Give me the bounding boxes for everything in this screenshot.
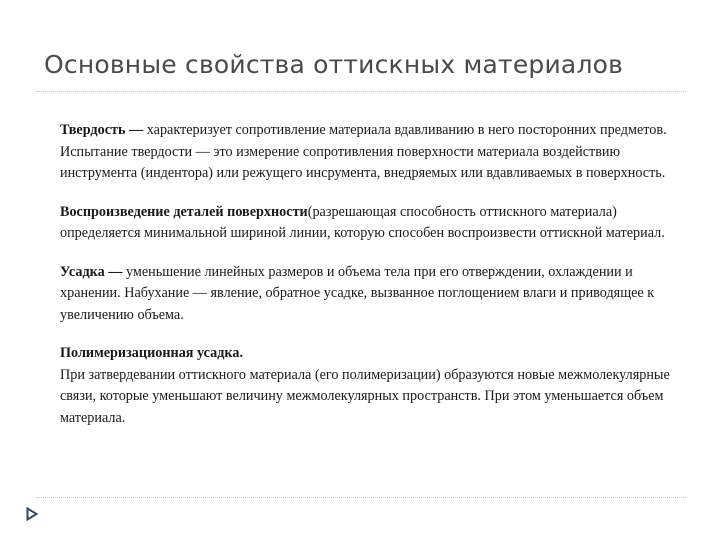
text-surface-detail: (разрешающая способность оттискного материала) определяется минимальной шириной линии, которую способен воспроизвести оттискной материал. — [60, 203, 665, 241]
paragraph-shrinkage — [60, 262, 675, 327]
slide-content — [60, 120, 675, 446]
triangle-right-outline-icon — [26, 507, 38, 526]
text-hardness: характеризует сопротивление материала вдавливанию в него посторонних предметов. Испытание твердости — это измерение сопротивления поверхности материала воздействию инструмента (индентора) или режущего инсрумента, внедряемых или вдавливаемых в поверхность. — [60, 122, 667, 181]
title-divider — [36, 91, 686, 92]
paragraph-polymerization-shrinkage — [60, 343, 675, 429]
term-polymerization-shrinkage: Полимеризационная усадка. — [60, 345, 244, 361]
term-surface-detail: Воспроизведение деталей поверхности — [60, 203, 308, 220]
paragraph-surface-detail — [60, 202, 675, 245]
term-shrinkage: Усадка — — [60, 263, 123, 280]
text-polymerization-shrinkage: При затвердевании оттискного материала (его полимеризации) образуются новые межмолекулярные связи, которые уменьшают величину межмолекулярных пространств. При этом уменьшается объем материала. — [60, 366, 670, 426]
text-shrinkage: уменьшение линейных размеров и объема тела при его отверждении, охлаждении и хранении. Набухание — явление, обратное усадке, вызванное поглощением влаги и приводящее к увеличению объема. — [60, 263, 655, 323]
term-hardness: Твердость — — [60, 122, 144, 138]
slide-title: Основные свойства оттискных материалов — [44, 50, 624, 79]
footer-divider — [36, 497, 686, 498]
paragraph-hardness — [60, 120, 675, 185]
